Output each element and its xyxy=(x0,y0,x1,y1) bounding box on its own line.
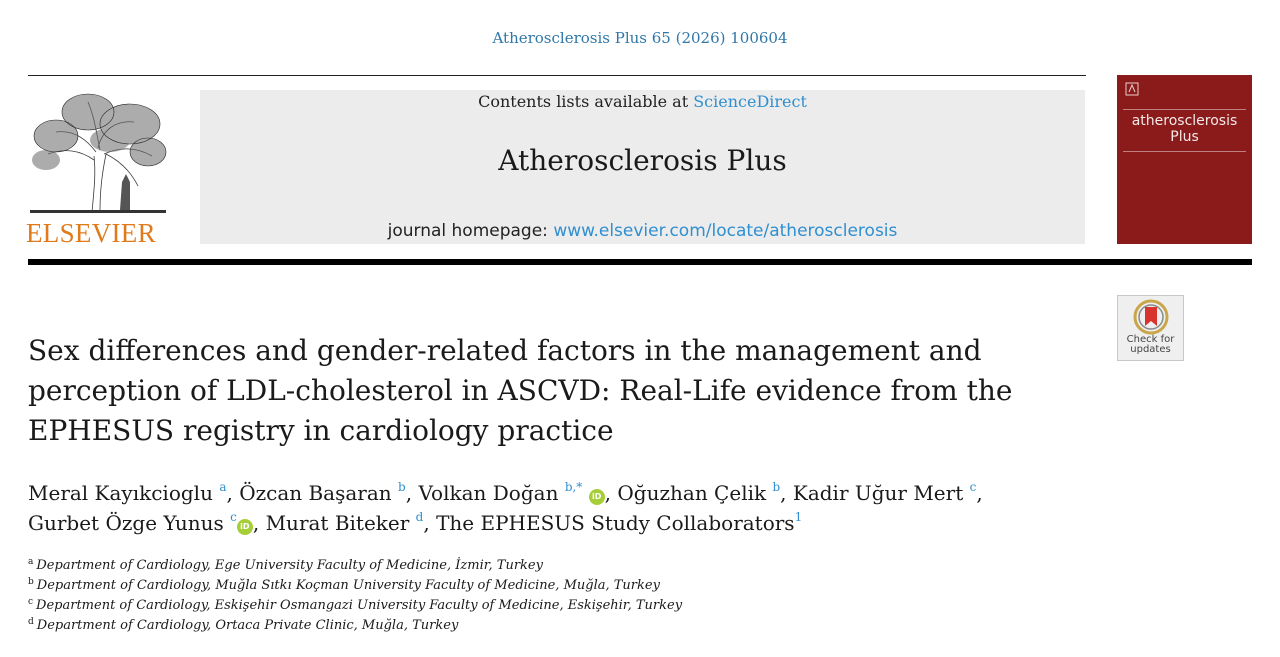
homepage-line xyxy=(200,221,1085,241)
affiliation-label: b xyxy=(28,577,34,587)
author-line xyxy=(28,508,1128,538)
affiliation-ref[interactable]: b xyxy=(398,480,406,494)
sciencedirect-link[interactable]: ScienceDirect xyxy=(693,92,807,111)
header-rule-top xyxy=(28,75,1086,76)
affiliation-label: d xyxy=(28,617,34,627)
author-name[interactable]: Kadir Uğur Mert xyxy=(792,481,964,505)
crossmark-icon xyxy=(1133,299,1169,335)
contents-prefix: Contents lists available at xyxy=(478,92,694,111)
author-name[interactable]: Özcan Başaran xyxy=(239,481,392,505)
author-name[interactable]: Volkan Doğan xyxy=(418,481,559,505)
check-for-updates-button[interactable] xyxy=(1117,295,1184,361)
cover-rule xyxy=(1123,109,1246,110)
emblem-icon xyxy=(1125,82,1139,96)
orcid-icon[interactable]: iD xyxy=(237,519,253,535)
cover-title xyxy=(1117,113,1252,145)
affiliation-ref[interactable]: b,* xyxy=(564,480,583,494)
tree-icon xyxy=(26,90,170,218)
affiliation-ref[interactable]: d xyxy=(415,510,424,524)
author-name[interactable]: The EPHESUS Study Collaborators xyxy=(436,511,795,535)
author-separator: , xyxy=(780,481,793,505)
cover-title-line1: atherosclerosis xyxy=(1131,113,1238,129)
publisher-name: ELSEVIER xyxy=(26,218,156,248)
affiliation-item xyxy=(28,576,1128,596)
author-name[interactable]: Meral Kayıkcioglu xyxy=(28,481,213,505)
homepage-link[interactable]: www.elsevier.com/locate/atherosclerosis xyxy=(553,221,898,241)
elsevier-logo[interactable] xyxy=(26,90,170,250)
journal-header xyxy=(200,90,1085,244)
affiliation-text: Department of Cardiology, Muğla Sıtkı Koçman University Faculty of Medicine, Muğla, Turkey xyxy=(36,578,660,593)
header-rule-bottom xyxy=(28,259,1252,265)
contents-line xyxy=(200,92,1085,111)
title-line: EPHESUS registry in cardiology practice xyxy=(28,414,614,447)
author-separator: , xyxy=(423,511,437,535)
author-name[interactable]: Murat Biteker xyxy=(265,511,410,535)
homepage-prefix: journal homepage: xyxy=(387,221,554,241)
author-separator: , xyxy=(976,481,983,505)
author-name[interactable]: Oğuzhan Çelik xyxy=(617,481,767,505)
crossmark-label xyxy=(1118,335,1183,355)
affiliation-label: c xyxy=(28,597,34,607)
author-name[interactable]: Gurbet Özge Yunus xyxy=(28,511,224,535)
title-line: perception of LDL-cholesterol in ASCVD: Real-Life evidence from the xyxy=(28,374,1013,407)
affiliation-item xyxy=(28,556,1128,576)
title-line: Sex differences and gender-related factors in the management and xyxy=(28,334,982,367)
author-separator: , xyxy=(252,511,266,535)
author-list xyxy=(28,478,1128,538)
cover-rule xyxy=(1123,151,1246,152)
author-separator: , xyxy=(604,481,618,505)
footnote-ref[interactable]: 1 xyxy=(794,510,803,524)
author-separator: , xyxy=(405,481,419,505)
affiliation-text: Department of Cardiology, Eskişehir Osmangazi University Faculty of Medicine, Eskişehir, Turkey xyxy=(36,598,683,613)
orcid-icon[interactable]: iD xyxy=(589,489,605,505)
crossmark-label-line2: updates xyxy=(1130,344,1171,355)
affiliation-item xyxy=(28,616,1128,636)
affiliation-ref[interactable]: c xyxy=(230,510,237,524)
affiliation-ref[interactable]: a xyxy=(219,480,227,494)
affiliation-item xyxy=(28,596,1128,616)
author-line xyxy=(28,478,1128,508)
cover-title-line2: Plus xyxy=(1170,129,1199,145)
journal-cover[interactable] xyxy=(1117,75,1252,244)
journal-citation[interactable]: Atherosclerosis Plus 65 (2026) 100604 xyxy=(492,29,788,47)
affiliation-ref[interactable]: b xyxy=(772,480,781,494)
article-title xyxy=(28,331,1088,451)
affiliation-text: Department of Cardiology, Ege University Faculty of Medicine, İzmir, Turkey xyxy=(36,558,543,573)
affiliation-ref[interactable]: c xyxy=(969,480,977,494)
affiliation-label: a xyxy=(28,557,34,567)
journal-title: Atherosclerosis Plus xyxy=(498,144,787,177)
author-separator: , xyxy=(226,481,240,505)
affiliation-text: Department of Cardiology, Ortaca Private Clinic, Muğla, Turkey xyxy=(36,618,459,633)
crossmark-label-line1: Check for xyxy=(1126,334,1175,345)
affiliation-list xyxy=(28,556,1128,636)
